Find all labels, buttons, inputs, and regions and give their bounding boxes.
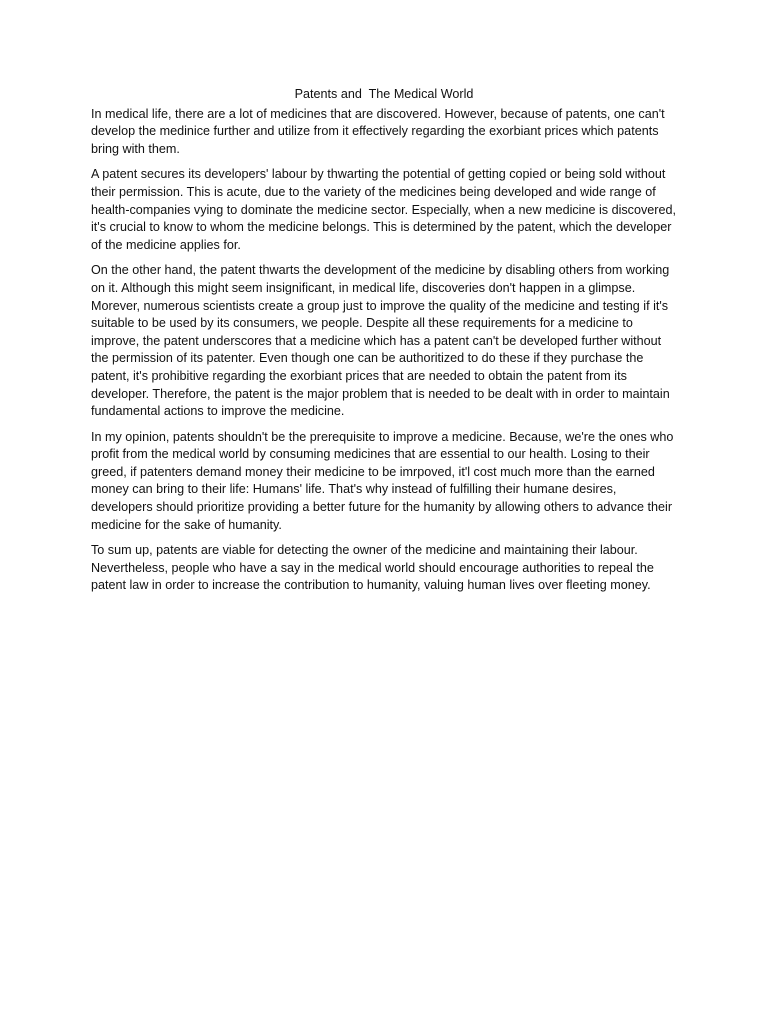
paragraph-conclusion: To sum up, patents are viable for detecting the owner of the medicine and maintaining their labour. Nevertheless, people who have a say in the medical world should encourage authorities to repeal the patent law in order to increase the contribution to humanity, valuing human lives over fleeting money. [91, 543, 654, 593]
document-title: Patents and The Medical World [294, 87, 474, 101]
document-body [91, 86, 677, 603]
paragraph-patent-secures: A patent secures its developers' labour by thwarting the potential of getting copied or being sold without their permission. This is acute, due to the variety of the medicines being developed and wide range of health-companies vying to dominate the medicine sector. Especially, when a new medicine is discovered, it's crucial to know to whom the medicine belongs. This is determined by the patent, which the developer of the medicine applies for. [91, 167, 676, 252]
paragraph-other-hand: On the other hand, the patent thwarts the development of the medicine by disabling others from working on it. Although this might seem insignificant, in medical life, discoveries don't happen in a glimpse. Morever, numerous scientists create a group just to improve the quality of the medicine and testing if it's suitable to be used by its consumers, we people. Despite all these requirements for a medicine to improve, the patent underscores that a medicine which has a patent can't be developed further without the permission of its patenter. Even though one can be authoritized to do these if they purchase the patent, it's prohibitive regarding the exorbiant prices that are needed to obtain the patent from its developer. Therefore, the patent is the major problem that is needed to be dealt with in order to maintain fundamental actions to improve the medicine. [91, 263, 670, 419]
paragraph-intro: In medical life, there are a lot of medicines that are discovered. However, because of patents, one can't develop the medinice further and utilize from it effectively regarding the exorbiant prices which patents bring with them. [91, 106, 665, 156]
paragraph-opinion: In my opinion, patents shouldn't be the prerequisite to improve a medicine. Because, we're the ones who profit from the medical world by consuming medicines that are essential to our health. Losing to their greed, if patenters demand money their medicine to be imrpoved, it'l cost much more than the earned money can bring to their life: Humans' life. That's why instead of fulfilling their humane desires, developers should prioritize providing a better future for the humanity by allowing others to advance their medicine for the sake of humanity. [91, 429, 674, 532]
